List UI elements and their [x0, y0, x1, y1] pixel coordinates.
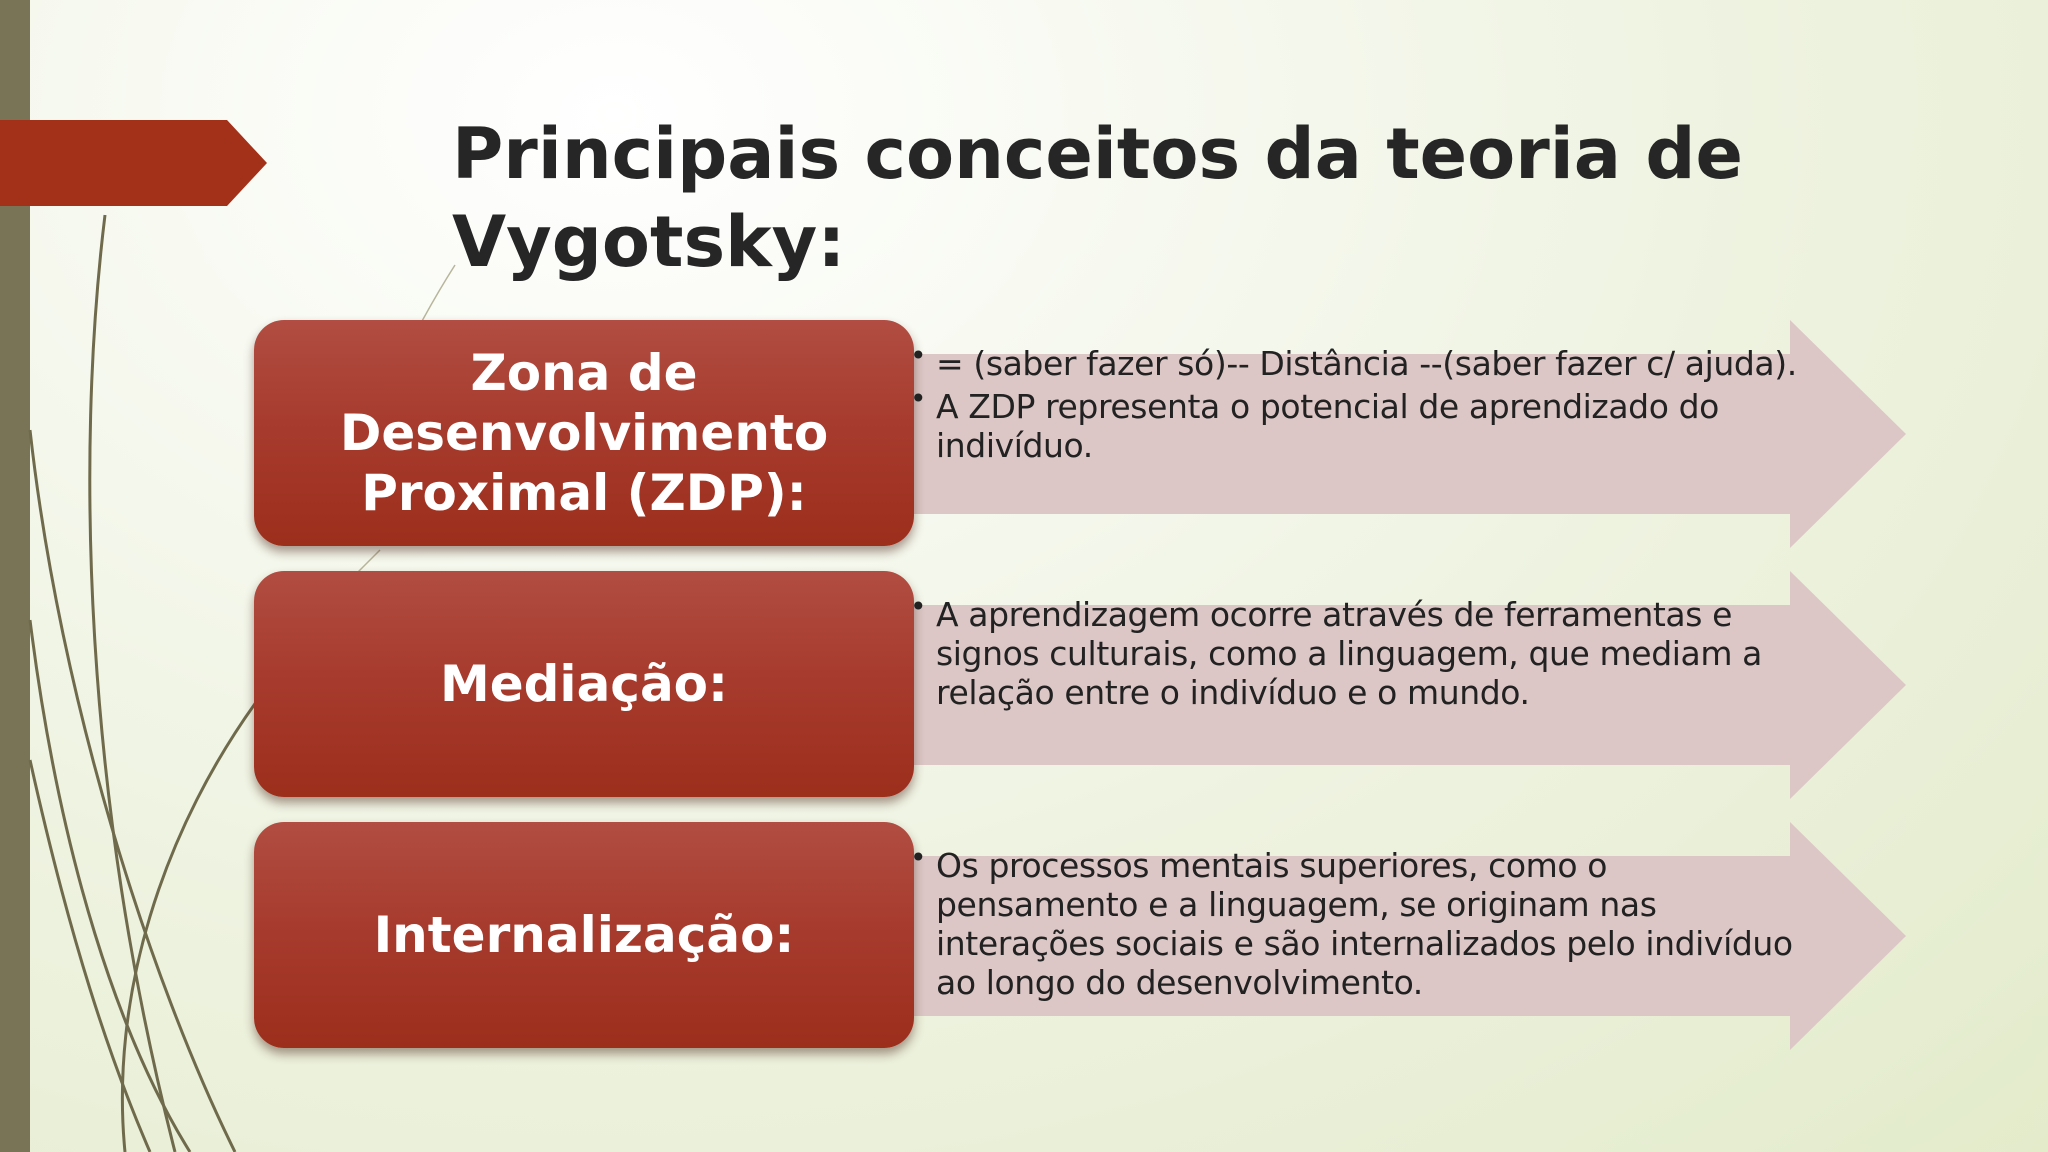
concept-box-mediacao: [254, 571, 914, 797]
detail-item: • = (saber fazer só)-- Distância --(saber fazer c/ ajuda).: [936, 344, 1806, 383]
concept-row-internalizacao: [250, 820, 1910, 1052]
concept-box-internalizacao: [254, 822, 914, 1048]
concept-label: Zona de Desenvolvimento Proximal (ZDP):: [339, 344, 829, 522]
slide-title: Principais conceitos da teoria de Vygotsky:: [452, 113, 1743, 283]
concept-details: [912, 595, 1806, 716]
detail-item: • A ZDP representa o potencial de aprendizado do indivíduo.: [936, 387, 1806, 465]
concept-details: [912, 344, 1806, 469]
detail-item: • A aprendizagem ocorre através de ferramentas e signos culturais, como a linguagem, que mediam a relação entre o indivíduo e o mundo.: [936, 595, 1806, 712]
concept-box-zdp: [254, 320, 914, 546]
concept-row-mediacao: [250, 569, 1910, 801]
concept-row-zdp: [250, 318, 1910, 550]
accent-arrow-tab: [0, 120, 267, 206]
concept-label: Internalização:: [373, 906, 795, 964]
detail-item: • Os processos mentais superiores, como o pensamento e a linguagem, se originam nas interações sociais e são internalizados pelo indivíduo ao longo do desenvolvimento.: [936, 846, 1806, 1002]
stem-lines: [30, 215, 265, 1152]
concept-label: Mediação:: [439, 655, 729, 713]
concept-details: [912, 846, 1806, 1006]
